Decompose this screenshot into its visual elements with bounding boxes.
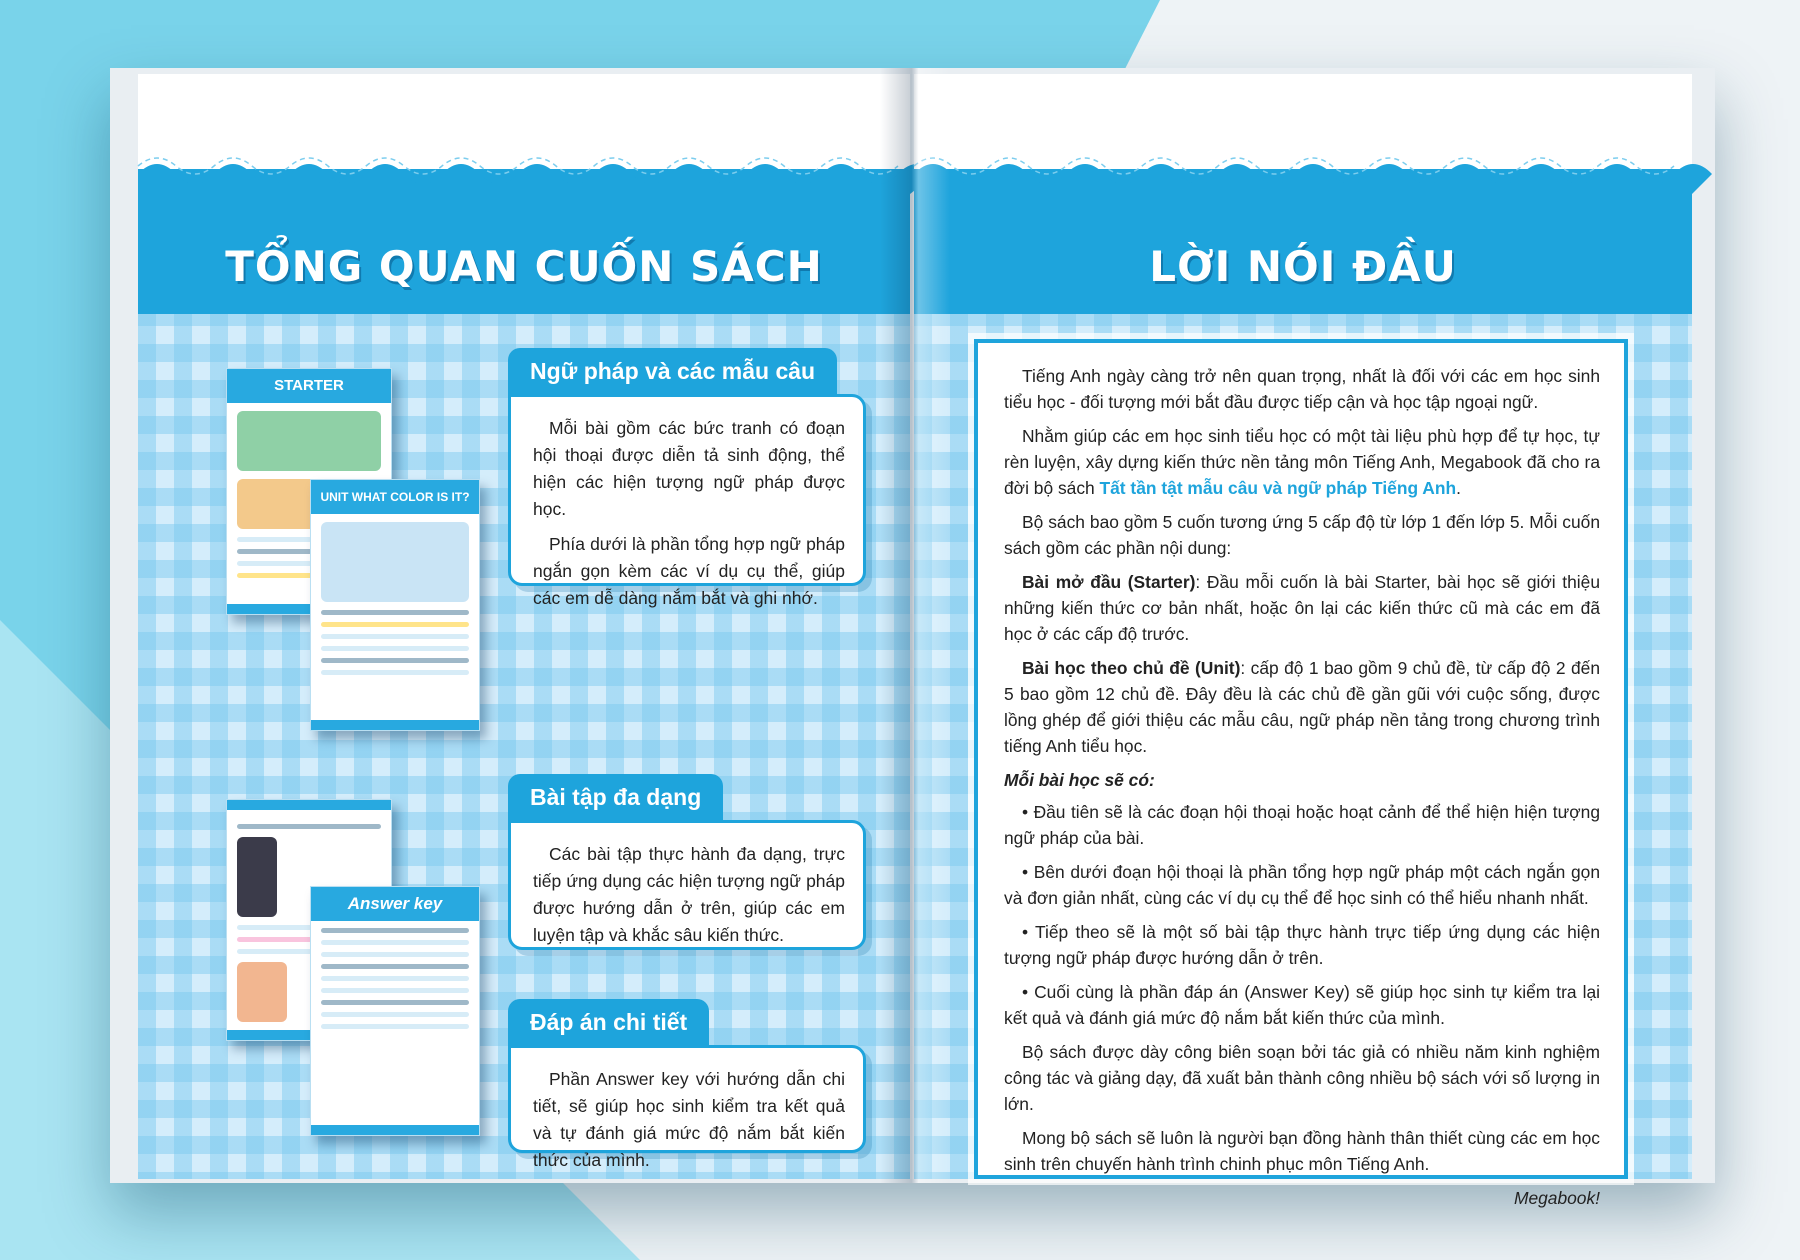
bullet-item: • Đầu tiên sẽ là các đoạn hội thoại hoặc hoạt cảnh để thể hiện hiện tượng ngữ pháp của bài. (1004, 802, 1600, 848)
wave-border (914, 154, 1692, 194)
lesson-contents-heading: Mỗi bài học sẽ có: (1004, 770, 1155, 790)
starter-term: Bài mở đầu (Starter) (1022, 572, 1196, 592)
unit-term: Bài học theo chủ đề (Unit) (1022, 658, 1241, 678)
foreword-paragraph: Bài mở đầu (Starter): Đầu mỗi cuốn là bài Starter, bài học sẽ giới thiệu những kiến thức cơ bản nhất, hoặc ôn lại các kiến thức cũ mà các em đã học ở các cấp độ trước. (1004, 572, 1601, 644)
section-heading-exercises: Bài tập đa dạng (508, 774, 723, 820)
answer-key-page-thumbnail (310, 886, 480, 1136)
foreword-paragraph: Bộ sách được dày công biên soạn bởi tác giả có nhiều năm kinh nghiệm công tác và giảng dạy, đã xuất bản thành công nhiều bộ sách với số lượng in lớn. (1004, 1042, 1600, 1114)
foreword-paragraph: Bài học theo chủ đề (Unit): cấp độ 1 bao gồm 9 chủ đề, từ cấp độ 2 đến 5 bao gồm 12 chủ đề. Đây đều là các chủ đề gần gũi với cuộc sống, được lồng ghép để giới thiệu các mẫu câu, ngữ pháp nền tảng trong chương trình tiếng Anh tiểu học. (1004, 658, 1600, 756)
section-paragraph: Phần Answer key với hướng dẫn chi tiết, sẽ giúp học sinh kiểm tra kết quả và tự đánh giá mức độ nắm bắt kiến thức của mình. (533, 1069, 845, 1170)
bullet-item: • Tiếp theo sẽ là một số bài tập thực hành trực tiếp ứng dụng các hiện tượng ngữ pháp được hướng dẫn ở trên. (1004, 922, 1600, 968)
right-page (914, 74, 1692, 1208)
open-book (110, 68, 1715, 1208)
section-heading-grammar: Ngữ pháp và các mẫu câu (508, 348, 837, 394)
section-heading-answers: Đáp án chi tiết (508, 999, 709, 1045)
bullet-item: • Bên dưới đoạn hội thoại là phần tổng hợp ngữ pháp một cách ngắn gọn và đơn giản nhất, cùng các ví dụ cụ thể để học sinh có thể hiểu nhanh nhất. (1004, 862, 1600, 908)
unit-page-thumbnail (310, 479, 480, 731)
signature: Megabook! (1513, 1188, 1600, 1208)
foreword-frame (974, 339, 1628, 1208)
section-box-grammar (508, 394, 866, 608)
book-title-highlight: Tất tần tật mẫu câu và ngữ pháp Tiếng Anh (1099, 478, 1457, 498)
page-title-left: TỔNG QUAN CUỐN SÁCH (225, 242, 823, 291)
foreword-paragraph: Tiếng Anh ngày càng trở nên quan trọng, nhất là đối với các em học sinh tiểu học - đối tượng mới bắt đầu được tiếp cận và học tập ngoại ngữ. (1004, 366, 1600, 412)
section-paragraph: Mỗi bài gồm các bức tranh có đoạn hội thoại được diễn tả sinh động, thể hiện các hiện tượng ngữ pháp được học. (533, 418, 845, 519)
wave-border (138, 154, 910, 194)
foreword-paragraph: Mong bộ sách sẽ luôn là người bạn đồng hành thân thiết cùng các em học sinh trên chuyến hành trình chinh phục môn Tiếng Anh. (1004, 1128, 1600, 1174)
bullet-item: • Cuối cùng là phần đáp án (Answer Key) sẽ giúp học sinh tự kiểm tra lại kết quả và đánh giá mức độ nắm bắt kiến thức của mình. (1004, 982, 1600, 1028)
starter-thumb-heading: STARTER (227, 369, 391, 403)
section-box-answers (508, 1045, 866, 1170)
unit-thumb-heading: UNIT WHAT COLOR IS IT? (311, 480, 479, 514)
section-paragraph: Các bài tập thực hành đa dạng, trực tiếp ứng dụng các hiện tượng ngữ pháp được hướng dẫn ở trên, giúp các em luyện tập và khắc sâu kiến thức. (533, 844, 845, 945)
answer-key-thumb-heading: Answer key (311, 887, 479, 921)
foreword-paragraph: Nhằm giúp các em học sinh tiểu học có một tài liệu phù hợp để tự học, tự rèn luyện, xây dựng kiến thức nền tảng môn Tiếng Anh, Megabook đã cho ra đời bộ sách Tất tần tật mẫu câu và ngữ pháp Tiếng Anh. (1004, 426, 1600, 498)
section-paragraph: Phía dưới là phần tổng hợp ngữ pháp ngắn gọn kèm các ví dụ cụ thể, giúp các em dễ dàng nắm bắt và ghi nhớ. (533, 534, 845, 608)
section-box-exercises (508, 820, 866, 950)
foreword-paragraph: Bộ sách bao gồm 5 cuốn tương ứng 5 cấp độ từ lớp 1 đến lớp 5. Mỗi cuốn sách gồm các phần nội dung: (1004, 512, 1600, 558)
page-title-right: LỜI NÓI ĐẦU (1149, 242, 1457, 291)
left-page (138, 74, 910, 1179)
